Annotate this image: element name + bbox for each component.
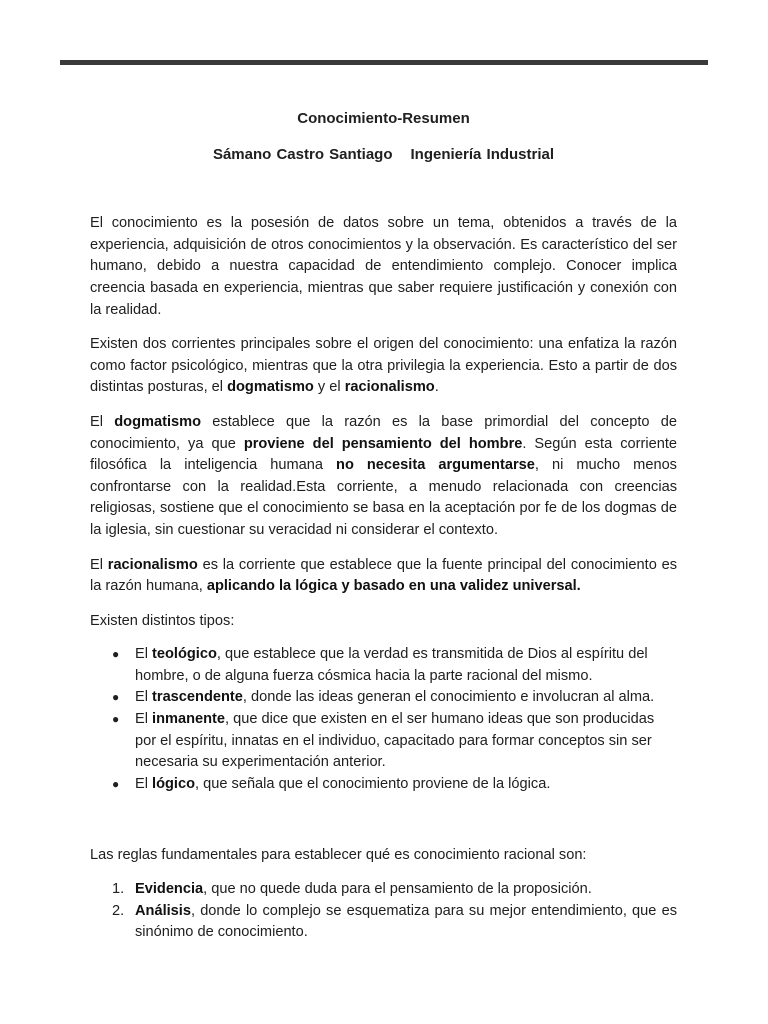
term-dogmatismo: dogmatismo xyxy=(227,379,314,396)
document-subtitle xyxy=(90,144,677,166)
document-title: Conocimiento-Resumen xyxy=(297,110,470,127)
paragraph-dogmatismo: El dogmatismo establece que la razón es la base primordial del concepto de conocimiento, ya que proviene del pensamiento del hombre. Según esta corriente filosófica la inteligencia humana no necesita argumentarse, ni mucho menos confrontarse con la realidad.Esta corriente, a menudo relacionada con creencias religiosas, sostiene que el conocimiento se basa en la aceptación por fe de los dogmas de la iglesia, sin cuestionar su veracidad ni considerar el contexto. xyxy=(90,413,678,538)
paragraph-rules-intro: Las reglas fundamentales para establecer qué es conocimiento racional son: xyxy=(90,847,587,864)
paragraph-definition: El conocimiento es la posesión de datos sobre un tema, obtenidos a través de la experiencia, adquisición de otros conocimientos y la observación. Es característico del ser humano, debido a nuestra capacidad de entendimiento complejo. Conocer implica creencia basada en experiencia, mientras que saber requiere justificación y conexión con la realidad. xyxy=(90,215,677,318)
author-name: Sámano Castro Santiago xyxy=(212,145,393,163)
header-rule xyxy=(60,60,708,65)
document-body xyxy=(90,108,677,944)
list-item: 2. Análisis, donde lo complejo se esquematiza para su mejor entendimiento, que es sinónimo de conocimiento. xyxy=(112,902,677,941)
paragraph-racionalismo: El racionalismo es la corriente que establece que la fuente principal del conocimiento es la razón humana, aplicando la lógica y basado en una validez universal. xyxy=(90,556,677,595)
types-list xyxy=(90,644,677,795)
list-item: ● El teológico, que establece que la verdad es transmitida de Dios al espíritu del hombre, o de alguna fuerza cósmica hacia la parte racional del mismo. xyxy=(90,644,677,687)
list-item: ● El inmanente, que dice que existen en el ser humano ideas que son producidas por el espíritu, innatas en el individuo, capacitado para formar conceptos sin ser necesaria su experimentación anterior. xyxy=(90,709,677,774)
list-item: ● El lógico, que señala que el conocimiento proviene de la lógica. xyxy=(90,774,677,796)
paragraph-currents: Existen dos corrientes principales sobre el origen del conocimiento: una enfatiza la razón como factor psicológico, mientras que la otra privilegia la experiencia. Esto a partir de dos distintas posturas, el dogmatismo y el racionalismo. xyxy=(90,336,677,396)
list-item: 1. Evidencia, que no quede duda para el pensamiento de la proposición. xyxy=(112,881,592,898)
list-item: ● El trascendente, donde las ideas generan el conocimiento e involucran al alma. xyxy=(90,687,677,709)
paragraph-types-intro: Existen distintos tipos: xyxy=(90,612,235,629)
career-name: Ingeniería Industrial xyxy=(410,145,555,163)
term-racionalismo: racionalismo xyxy=(344,379,435,396)
rules-list xyxy=(90,879,677,944)
